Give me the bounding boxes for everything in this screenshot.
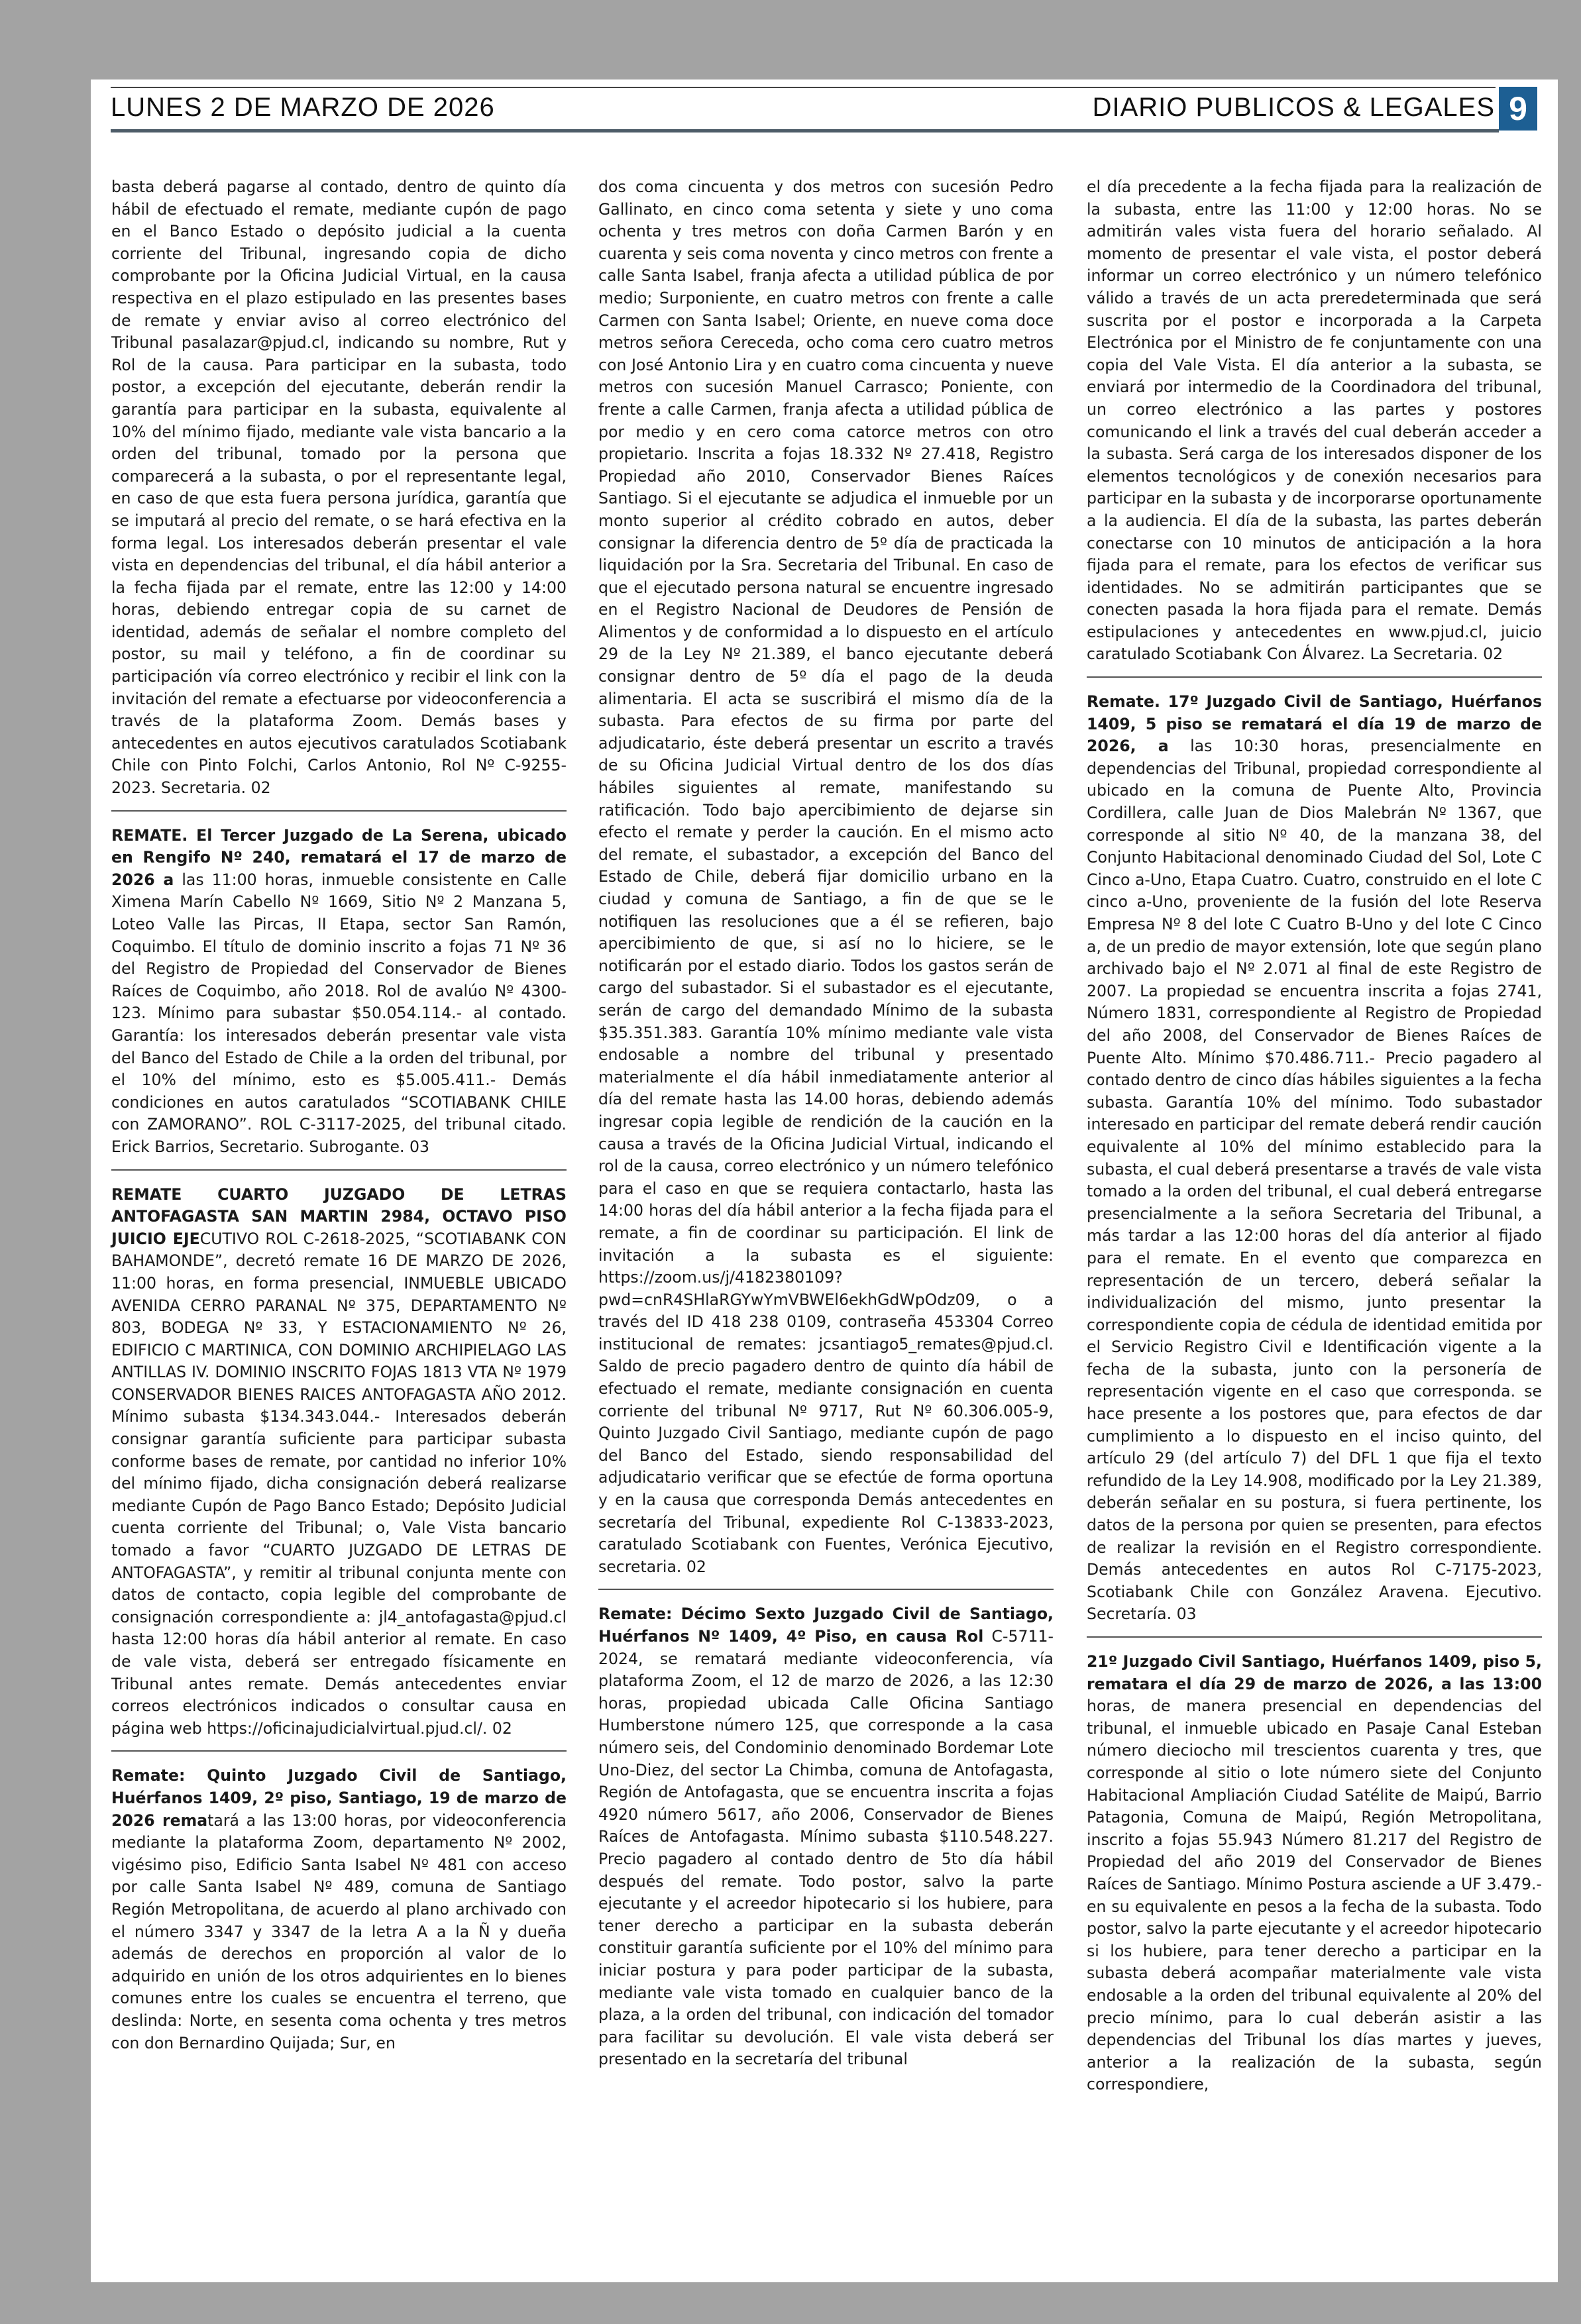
column-3	[1087, 176, 1542, 2096]
notice-heading: REMATE. El Tercer Juzgado de La Serena, ubicado en Rengifo Nº 240, rematará el 17 de marzo de 2026 a	[111, 825, 567, 889]
notice-heading: Remate: Décimo Sexto Juzgado Civil de Santiago, Huérfanos Nº 1409, 4º Piso, en causa Rol	[598, 1605, 1054, 1646]
notice	[1087, 176, 1542, 666]
notice-text: dos coma cincuenta y dos metros con sucesión Pedro Gallinato, en cinco coma setenta y siete y uno coma ochenta y tres metros con doña Carmen Barón y en cuarenta y seis coma noventa y cinco metros con frente a calle Santa Isabel, franja afecta a utilidad pública de por medio; Surponiente, en cuatro metros con frente a calle Carmen con Santa Isabel; Oriente, en nueve coma doce metros señora Cereceda, ocho coma cero cuatro metros con José Antonio Lira y en cuatro coma cincuenta y nueve metros con sucesión Manuel Carrasco; Poniente, con frente a calle Carmen, franja afecta a utilidad pública de por medio y en cero coma catorce metros con otro propietario. Inscrita a fojas 18.332 Nº 27.418, Registro Propiedad año 2010, Conservador Bienes Raíces Santiago. Si el ejecutante se adjudica el inmueble por un monto superior al crédito cobrado en autos, deber consignar la diferencia dentro de 5º día de practicada la liquidación por la Sra. Secretaria del Tribunal. En caso de que el ejecutado persona natural se encuentre ingresado en el Registro Nacional de Deudores de Pensión de Alimentos y de conformidad a lo dispuesto en el artículo 29 de la Ley Nº 21.389, el banco ejecutante deberá consignar dentro de 5º día el pago de la deuda alimentaria. El acta se suscribirá el mismo día de la subasta. Para efectos de su firma por parte del adjudicatario, éste deberá presentar un escrito a través de su Oficina Judicial Virtual dentro de los dos días hábiles siguientes al remate, manifestando su ratificación. Todo bajo apercibimiento de dejarse sin efecto el remate y perder la caución. En el mismo acto del remate, el subastador, a excepción del Banco del Estado de Chile, deberá fijar domicilio urbano en la ciudad y comuna de Santiago, a fin de que se le notifiquen las resoluciones que a él se refieren, bajo apercibimiento de que, si así no lo hiciere, se le notificarán por el estado diario. Todos los gastos serán de cargo del subastador. Si el subastador es el ejecutante, serán de cargo del demandado Mínimo de la subasta $35.351.383. Garantía 10% mínimo mediante vale vista endosable a nombre del tribunal y presentado materialmente el día hábil inmediatamente anterior al día del remate hasta las 14.00 horas, debiendo además ingresar copia legible de rendición de la caución en la causa a través de la Oficina Judicial Virtual, indicando el rol de la causa, correo electrónico y un número telefónico para el caso en que se requiera contactarlo, hasta las 14:00 horas del día hábil anterior a la fecha fijada para el remate, a fin de coordinar su participación. El link de invitación a la subasta es el siguiente: https://zoom.us/j/4182380109?pwd=cnR4SHlaRGYwYmVBWEl6ekhGdWpOdz09, o a través del ID 418 238 0109, contraseña 453304 Correo institucional de remates: jcsantiago5_remates@pjud.cl. Saldo de precio pagadero dentro de quinto día hábil de efectuado el remate, mediante consignación en cuenta corriente del tribunal Nº 9717, Rut Nº 60.306.005-9, Quinto Juzgado Civil Santiago, mediante cupón de pago del Banco del Estado, siendo responsabilidad del adjudicatario verificar que se efectúe de forma oportuna y en la causa que corresponda Demás antecedentes en secretaría del Tribunal, expediente Rol C-13833-2023, caratulado Scotiabank con Fuentes, Verónica Ejecutivo, secretaria. 02	[598, 178, 1054, 1576]
notice-heading: Remate: Quinto Juzgado Civil de Santiago, Huérfanos 1409, 2º piso, Santiago, 19 de marzo de 2026 rema	[111, 1766, 567, 1830]
notice-separator	[1087, 1636, 1542, 1638]
notice	[111, 1184, 567, 1740]
notice	[598, 1603, 1054, 2070]
notice	[1087, 691, 1542, 1626]
notice-separator	[1087, 676, 1542, 678]
notice	[111, 1765, 567, 2054]
notice	[1087, 1651, 1542, 2096]
header-bottom-rule	[111, 129, 1499, 132]
notice-heading: 21º Juzgado Civil Santiago, Huérfanos 1409, piso 5, rematara el día 29 de marzo de 2026, a las 13:00	[1087, 1652, 1542, 1693]
notice-text: las 11:00 horas, inmueble consistente en Calle Ximena Marín Cabello Nº 1669, Sitio Nº 2 Manzana 5, Loteo Valle las Pircas, II Etapa, sector San Ramón, Coquimbo. El título de dominio inscrito a fojas 71 Nº 36 del Registro de Propiedad del Conservador de Bienes Raíces de Coquimbo, año 2018. Rol de avalúo Nº 4300-123. Mínimo para subastar $50.054.114.- al contado. Garantía: los interesados deberán presentar vale vista del Banco del Estado de Chile a la orden del tribunal, por el 10% del mínimo, esto es $5.005.411.- Demás condiciones en autos caratulados “SCOTIABANK CHILE con ZAMORANO”. ROL C-3117-2025, del tribunal citado. Erick Barrios, Secretario. Subrogante. 03	[111, 870, 567, 1156]
header-date: LUNES 2 DE MARZO DE 2026	[111, 93, 495, 122]
notice	[111, 825, 567, 1159]
column-1	[111, 176, 567, 2054]
notice-text: tará a las 13:00 horas, por videoconferencia mediante la plataforma Zoom, departamento Nº 2002, vigésimo piso, Edificio Santa Isabel Nº 481 con acceso por calle Santa Isabel Nº 489, comuna de Santiago Región Metropolitana, de acuerdo al plano archivado con el número 3347 y 3347 de la letra A a la Ñ y dueña además de derechos en proporción al valor de lo adquirido en unión de los otros adquirientes en lo bienes comunes entre los cuales se encuentra el terreno, que deslinda: Norte, en sesenta coma ochenta y tres metros con don Bernardino Quijada; Sur, en	[111, 1811, 567, 2052]
notice-text: CUTIVO ROL C-2618-2025, “SCOTIABANK CON BAHAMONDE”, decretó remate 16 DE MARZO DE 2026, 11:00 horas, en forma presencial, INMUEBLE UBICADO AVENIDA CERRO PARANAL Nº 375, DEPARTAMENTO Nº 803, BODEGA Nº 33, Y ESTACIONAMIENTO Nº 26, EDIFICIO C MARTINICA, CON DOMINIO ARCHIPIELAGO LAS ANTILLAS IV. DOMINIO INSCRITO FOJAS 1813 VTA Nº 1979 CONSERVADOR BIENES RAICES ANTOFAGASTA AÑO 2012. Mínimo subasta $134.343.044.- Interesados deberán consignar garantía suficiente para participar subasta conforme bases de remate, por cantidad no inferior 10% del mínimo fijado, dicha consignación deberá realizarse mediante Cupón de Pago Banco Estado; Depósito Judicial cuenta corriente del Tribunal; o, Vale Vista bancario tomado a favor “CUARTO JUZGADO DE LETRAS DE ANTOFAGASTA”, y remitir al tribunal conjunta mente con datos de contacto, copia legible del comprobante de consignación correspondiente a: jl4_antofagasta@pjud.cl hasta 12:00 horas día hábil anterior al remate. En caso de vale vista, deberá ser entregado físicamente en Tribunal antes remate. Demás antecedentes enviar correos electrónicos indicados o consultar causa en página web https://oficinajudicialvirtual.pjud.cl/. 02	[111, 1229, 567, 1738]
notice-separator	[111, 810, 567, 812]
notice-text: horas, de manera presencial en dependencias del tribunal, el inmueble ubicado en Pasaje Canal Esteban número dieciocho mil trescientos cuarenta y tres, que corresponde al sitio o lote número siete del Conjunto Habitacional Ampliación Ciudad Satélite de Maipú, Barrio Patagonia, Comuna de Maipú, Región Metropolitana, inscrito a fojas 55.943 Número 81.217 del Registro de Propiedad del año 2019 del Conservador de Bienes Raíces de Santiago. Mínimo Postura asciende a UF 3.479.- en su equivalente en pesos a la fecha de la subasta. Todo postor, salvo la parte ejecutante y el acreedor hipotecario si los hubiere, para tener derecho a participar en la subasta deberá acompañar materialmente vale vista endosable a la orden del tribunal equivalente al 20% del precio mínimo, para lo cual deberán asistir a las dependencias del Tribunal los días martes y jueves, anterior a la realización de la subasta, según correspondiere,	[1087, 1697, 1542, 2094]
notice	[598, 176, 1054, 1578]
page-number-badge: 9	[1499, 87, 1537, 131]
notice-separator	[598, 1589, 1054, 1590]
header-publication-name: DIARIO PUBLICOS & LEGALES	[1092, 93, 1495, 122]
notice-heading: Remate. 17º Juzgado Civil de Santiago, Huérfanos 1409, 5 piso se rematará el día 19 de marzo de 2026, a	[1087, 692, 1542, 756]
header-top-rule	[111, 87, 1496, 88]
notice-separator	[111, 1750, 567, 1752]
notice-heading: REMATE CUARTO JUZGADO DE LETRAS ANTOFAGASTA SAN MARTIN 2984, OCTAVO PISO JUICIO EJE	[111, 1185, 567, 1248]
notice-separator	[111, 1169, 567, 1171]
notice-text: C-5711-2024, se rematará mediante videoconferencia, vía plataforma Zoom, el 12 de marzo de 2026, a las 12:30 horas, propiedad ubicada Calle Oficina Santiago Humberstone número 125, que corresponde a la casa número seis, del Condominio denominado Bordemar Lote Uno-Diez, del sector La Chimba, comuna de Antofagasta, Región de Antofagasta, que se encuentra inscrita a fojas 4920 número 5617, año 2006, Conservador de Bienes Raíces de Antofagasta. Mínimo subasta $110.548.227. Precio pagadero al contado dentro de 5to día hábil después del remate. Todo postor, salvo la parte ejecutante y el acreedor hipotecario si los hubiere, para tener derecho a participar en la subasta deberán constituir garantía suficiente por el 10% del mínimo para iniciar postura y para poder participar de la subasta, mediante vale vista tomado en cualquier banco de la plaza, a la orden del tribunal, con indicación del tomador para facilitar su devolución. El vale vista deberá ser presentado en la secretaría del tribunal	[598, 1627, 1054, 2069]
notice-text: basta deberá pagarse al contado, dentro de quinto día hábil de efectuado el remate, mediante cupón de pago en el Banco Estado o depósito judicial a la cuenta corriente del Tribunal, ingresando copia de dicho comprobante por la Oficina Judicial Virtual, en la causa respectiva en el plazo estipulado en las presentes bases de remate y enviar aviso al correo electrónico del Tribunal pasalazar@pjud.cl, indicando su nombre, Rut y Rol de la causa. Para participar en la subasta, todo postor, a excepción del ejecutante, deberán rendir la garantía para participar en la subasta, equivalente al 10% del mínimo fijado, mediante vale vista bancario a la orden del tribunal, tomado por la persona que comparecerá a la subasta, o por el representante legal, en caso de que esta fuera persona jurídica, garantía que se imputará al precio del remate, o se hará efectiva en la forma legal. Los interesados deberán presentar el vale vista en dependencias del tribunal, el día hábil anterior a la fecha fijada par el remate, entre las 12:00 y 14:00 horas, debiendo entregar copia de su carnet de identidad, además de señalar el nombre completo del postor, su mail y teléfono, a fin de coordinar su participación vía correo electrónico y recibir el link con la invitación del remate a efectuarse por videoconferencia a través de la plataforma Zoom. Demás bases y antecedentes en autos ejecutivos caratulados Scotiabank Chile con Pinto Folchi, Carlos Antonio, Rol Nº C-9255-2023. Secretaria. 02	[111, 178, 567, 798]
notice-text: las 10:30 horas, presencialmente en dependencias del Tribunal, propiedad correspondiente al ubicado en la comuna de Puente Alto, Provincia Cordillera, calle Juan de Dios Malebrán Nº 1367, que corresponde al sitio Nº 40, de la manzana 38, del Conjunto Habitacional denominado Ciudad del Sol, Lote C Cinco a-Uno, Etapa Cuatro. Cuatro, construido en el lote C cinco a-Uno, proveniente de la fusión del lote Reserva Empresa Nº 8 del lote C Cuatro B-Uno y del lote C Cinco a, de un predio de mayor extensión, lote que según plano archivado bajo el Nº 2.071 al final de este Registro de 2007. La propiedad se encuentra inscrita a fojas 2741, Número 1831, correspondiente al Registro de Propiedad del año 2008, del Conservador de Bienes Raíces de Puente Alto. Mínimo $70.486.711.- Precio pagadero al contado dentro de cinco días hábiles siguientes a la fecha subasta. Garantía 10% del mínimo. Todo subastador interesado en participar del remate deberá rendir caución equivalente al 10% del mínimo establecido para la subasta, el cual deberá presentarse a través de vale vista tomado a la orden del tribunal, el cual deberá entregarse presencialmente a la señora Secretaria del Tribunal, a más tardar a las 12:00 horas del día anterior al fijado para el remate. En el evento que comparezca en representación de un tercero, deberá señalar la individualización del mismo, junto presentar la correspondiente copia de cédula de identidad emitida por el Servicio Registro Civil e Identificación vigente a la fecha de la subasta, junto con la personería de representación vigente en el caso que corresponda. se hace presente a los postores que, para efectos de dar cumplimiento a lo dispuesto en el inciso quinto, del artículo 29 (del artículo 7) del DFL 1 que fija el texto refundido de la Ley 14.908, modificado por la Ley 21.389, deberán señalar en su postura, si fuera pertinente, los datos de la persona por quien se presenten, para efectos de realizar la revisión en el Registro correspondiente. Demás antecedentes en autos Rol C-7175-2023, Scotiabank Chile con González Aravena. Ejecutivo. Secretaría. 03	[1087, 737, 1542, 1624]
column-2	[598, 176, 1054, 2071]
notice	[111, 176, 567, 800]
notice-text: el día precedente a la fecha fijada para la realización de la subasta, entre las 11:00 y 12:00 horas. No se admitirán vales vista fuera del horario señalado. Al momento de presentar el vale vista, el postor deberá informar un correo electrónico y un número telefónico válido a través de un acta preredeterminada que será suscrita por el postor e incorporada a la Carpeta Electrónica por el Ministro de fe conjuntamente con una copia del Vale Vista. El día anterior a la subasta, se enviará por intermedio de la Coordinadora del tribunal, un correo electrónico a las partes y postores comunicando el link a través del cual deberán acceder a la subasta. Será carga de los interesados disponer de los elementos tecnológicos y de conexión necesarios para participar en la subasta y de incorporarse oportunamente a la audiencia. El día de la subasta, las partes deberán conectarse con 10 minutos de anticipación a la hora fijada para el remate, para los efectos de verificar sus identidades. No se admitirán participantes que se conecten pasada la hora fijada para el remate. Demás estipulaciones y antecedentes en www.pjud.cl, juicio caratulado Scotiabank Con Álvarez. La Secretaria. 02	[1087, 178, 1542, 664]
